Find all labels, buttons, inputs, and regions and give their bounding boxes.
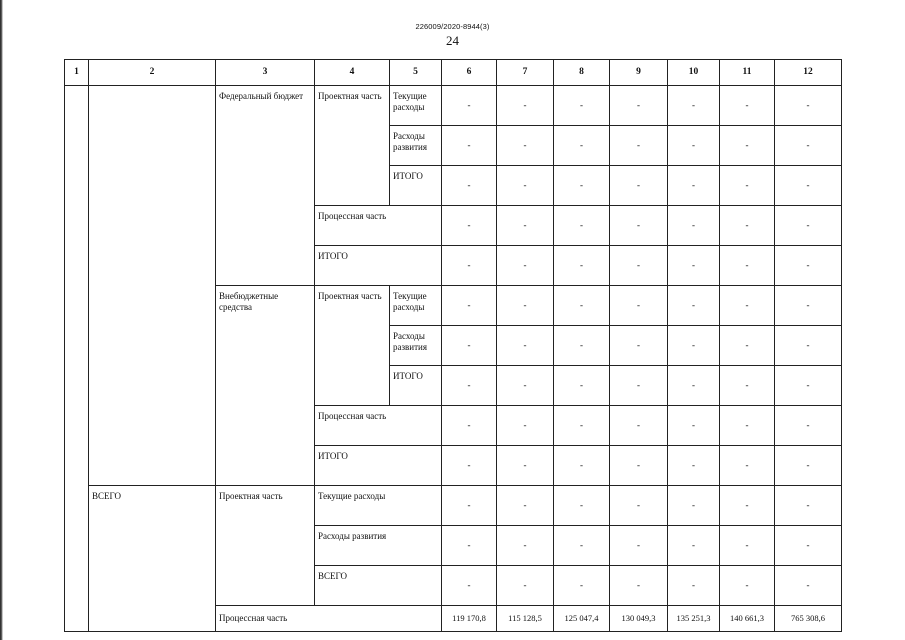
value-cell: - — [668, 326, 720, 366]
value-cell: - — [497, 486, 554, 526]
value-cell: - — [442, 366, 497, 406]
extrabudget-project-total-label: ИТОГО — [390, 366, 442, 406]
column-header: 12 — [775, 60, 842, 86]
value-cell: - — [442, 246, 497, 286]
value-cell: - — [554, 286, 610, 326]
value-cell: - — [554, 486, 610, 526]
value-cell: - — [668, 366, 720, 406]
value-cell: - — [610, 286, 668, 326]
federal-project-part-label: Проектная часть — [315, 86, 390, 206]
value-cell: - — [610, 526, 668, 566]
column-1-cell — [65, 86, 89, 632]
value-cell: - — [554, 86, 610, 126]
value-cell: - — [442, 126, 497, 166]
value-cell: - — [497, 326, 554, 366]
value-cell: - — [554, 446, 610, 486]
extrabudget-development-expenses-label: Расходы развития — [390, 326, 442, 366]
column-header: 5 — [390, 60, 442, 86]
federal-current-expenses-label: Текущие расходы — [390, 86, 442, 126]
value-cell: - — [497, 566, 554, 606]
value-cell: - — [610, 246, 668, 286]
column-header: 8 — [554, 60, 610, 86]
value-cell: - — [554, 126, 610, 166]
process-value-cell: 119 170,8 — [442, 606, 497, 632]
value-cell: - — [775, 486, 842, 526]
value-cell: - — [554, 206, 610, 246]
value-cell: - — [497, 526, 554, 566]
table-header-row — [65, 60, 842, 86]
table-row — [65, 486, 842, 526]
value-cell: - — [775, 566, 842, 606]
value-cell: - — [497, 246, 554, 286]
process-value-cell: 765 308,6 — [775, 606, 842, 632]
column-header: 6 — [442, 60, 497, 86]
value-cell: - — [497, 126, 554, 166]
federal-development-expenses-label: Расходы развития — [390, 126, 442, 166]
value-cell: - — [668, 166, 720, 206]
federal-project-total-label: ИТОГО — [390, 166, 442, 206]
value-cell: - — [775, 286, 842, 326]
value-cell: - — [668, 246, 720, 286]
value-cell: - — [442, 206, 497, 246]
federal-process-part-label: Процессная часть — [315, 206, 442, 246]
extrabudget-process-part-label: Процессная часть — [315, 406, 442, 446]
table-row — [65, 86, 842, 126]
overall-process-part-label: Процессная часть — [216, 606, 442, 632]
column-header: 1 — [65, 60, 89, 86]
value-cell: - — [775, 126, 842, 166]
value-cell: - — [610, 486, 668, 526]
value-cell: - — [668, 486, 720, 526]
value-cell: - — [554, 526, 610, 566]
value-cell: - — [442, 286, 497, 326]
value-cell: - — [610, 446, 668, 486]
value-cell: - — [442, 446, 497, 486]
value-cell: - — [442, 326, 497, 366]
value-cell: - — [554, 246, 610, 286]
column-header: 10 — [668, 60, 720, 86]
value-cell: - — [720, 326, 775, 366]
value-cell: - — [720, 286, 775, 326]
extrabudget-label: Внебюджетные средства — [216, 286, 315, 486]
document-number: 226009/2020-8944(3) — [415, 22, 490, 31]
overall-current-expenses-label: Текущие расходы — [315, 486, 442, 526]
column-header: 9 — [610, 60, 668, 86]
federal-total-label: ИТОГО — [315, 246, 442, 286]
value-cell: - — [554, 166, 610, 206]
value-cell: - — [668, 286, 720, 326]
value-cell: - — [610, 206, 668, 246]
column-header: 4 — [315, 60, 390, 86]
value-cell: - — [610, 366, 668, 406]
value-cell: - — [497, 406, 554, 446]
value-cell: - — [668, 526, 720, 566]
value-cell: - — [497, 366, 554, 406]
value-cell: - — [610, 406, 668, 446]
value-cell: - — [720, 86, 775, 126]
extrabudget-current-expenses-label: Текущие расходы — [390, 286, 442, 326]
value-cell: - — [775, 246, 842, 286]
value-cell: - — [720, 566, 775, 606]
column-header: 2 — [89, 60, 216, 86]
overall-development-expenses-label: Расходы развития — [315, 526, 442, 566]
value-cell: - — [668, 126, 720, 166]
value-cell: - — [610, 326, 668, 366]
value-cell: - — [668, 206, 720, 246]
value-cell: - — [775, 86, 842, 126]
value-cell: - — [554, 406, 610, 446]
process-value-cell: 125 047,4 — [554, 606, 610, 632]
value-cell: - — [720, 526, 775, 566]
scan-edge — [0, 0, 3, 640]
value-cell: - — [610, 166, 668, 206]
value-cell: - — [668, 86, 720, 126]
value-cell: - — [554, 366, 610, 406]
value-cell: - — [497, 86, 554, 126]
value-cell: - — [610, 126, 668, 166]
extrabudget-project-part-label: Проектная часть — [315, 286, 390, 406]
value-cell: - — [442, 486, 497, 526]
value-cell: - — [775, 406, 842, 446]
budget-table — [64, 59, 842, 632]
value-cell: - — [775, 326, 842, 366]
overall-total-label: ВСЕГО — [89, 486, 216, 632]
value-cell: - — [554, 326, 610, 366]
value-cell: - — [668, 566, 720, 606]
column-header: 7 — [497, 60, 554, 86]
process-value-cell: 130 049,3 — [610, 606, 668, 632]
value-cell: - — [720, 126, 775, 166]
value-cell: - — [497, 286, 554, 326]
overall-project-part-label: Проектная часть — [216, 486, 315, 606]
column-2-cell — [89, 86, 216, 486]
value-cell: - — [720, 246, 775, 286]
value-cell: - — [668, 446, 720, 486]
value-cell: - — [442, 526, 497, 566]
value-cell: - — [775, 166, 842, 206]
column-header: 3 — [216, 60, 315, 86]
extrabudget-total-label: ИТОГО — [315, 446, 442, 486]
value-cell: - — [775, 526, 842, 566]
federal-budget-label: Федеральный бюджет — [216, 86, 315, 286]
value-cell: - — [720, 446, 775, 486]
process-value-cell: 115 128,5 — [497, 606, 554, 632]
value-cell: - — [720, 486, 775, 526]
page-number: 24 — [446, 33, 459, 48]
value-cell: - — [775, 206, 842, 246]
value-cell: - — [497, 206, 554, 246]
value-cell: - — [720, 206, 775, 246]
column-header: 11 — [720, 60, 775, 86]
value-cell: - — [442, 406, 497, 446]
value-cell: - — [668, 406, 720, 446]
value-cell: - — [497, 446, 554, 486]
value-cell: - — [442, 86, 497, 126]
value-cell: - — [442, 566, 497, 606]
process-value-cell: 135 251,3 — [668, 606, 720, 632]
value-cell: - — [610, 86, 668, 126]
value-cell: - — [720, 406, 775, 446]
process-value-cell: 140 661,3 — [720, 606, 775, 632]
value-cell: - — [720, 166, 775, 206]
value-cell: - — [610, 566, 668, 606]
value-cell: - — [720, 366, 775, 406]
value-cell: - — [775, 366, 842, 406]
value-cell: - — [775, 446, 842, 486]
value-cell: - — [554, 566, 610, 606]
overall-project-total-label: ВСЕГО — [315, 566, 442, 606]
value-cell: - — [442, 166, 497, 206]
value-cell: - — [497, 166, 554, 206]
